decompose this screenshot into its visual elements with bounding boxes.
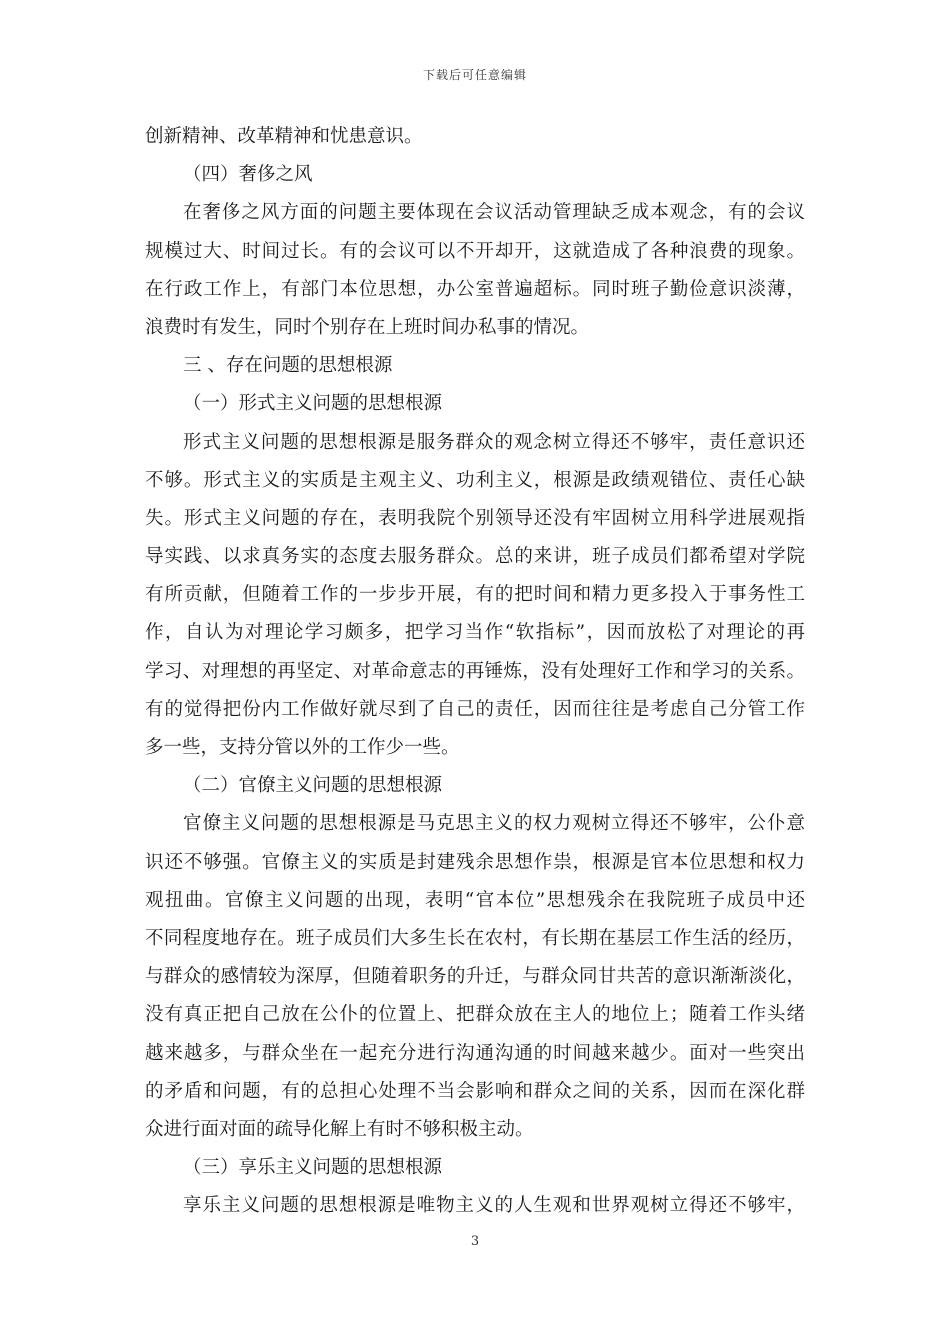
text-line: （三）享乐主义问题的思想根源	[183, 1157, 443, 1179]
text-line: 在奢侈之风方面的问题主要体现在会议活动管理缺乏成本观念，有的会议	[183, 202, 805, 224]
text-line: 有的觉得把份内工作做好就尽到了自己的责任，因而往往是考虑自己分管工作	[145, 698, 805, 720]
text-line: 越来越多，与群众坐在一起充分进行沟通沟通的时间越来越少。面对一些突出	[145, 1042, 805, 1064]
text-line: 失。形式主义问题的存在，表明我院个别领导还没有牢固树立用科学进展观指	[145, 507, 805, 529]
page-header: 下载后可任意编辑	[422, 68, 527, 82]
text-line: 与群众的感情较为深厚，但随着职务的升迁，与群众同甘共苦的意识渐渐淡化，	[145, 966, 805, 988]
text-line: 不同程度地存在。班子成员们大多生长在农村，有长期在基层工作生活的经历，	[145, 927, 805, 949]
text-line: 识还不够强。官僚主义的实质是封建残余思想作祟，根源是官本位思想和权力	[145, 851, 805, 873]
page-number: 3	[470, 1234, 480, 1249]
text-line: 的矛盾和问题，有的总担心处理不当会影响和群众之间的关系，因而在深化群	[145, 1080, 805, 1102]
text-line: 导实践、以求真务实的态度去服务群众。总的来讲，班子成员们都希望对学院	[145, 546, 805, 568]
text-line: 浪费时有发生，同时个别存在上班时间办私事的情况。	[145, 316, 590, 338]
text-line: 众进行面对面的疏导化解上有时不够积极主动。	[145, 1118, 534, 1140]
text-line: 观扭曲。官僚主义问题的出现，表明“官本位”思想残余在我院班子成员中还	[145, 889, 805, 911]
text-line: 有所贡献，但随着工作的一步步开展，有的把时间和精力更多投入于事务性工	[145, 584, 805, 606]
text-line: 多一些，支持分管以外的工作少一些。	[145, 737, 460, 758]
text-line: 学习、对理想的再坚定、对革命意志的再锤炼，没有处理好工作和学习的关系。	[145, 660, 805, 682]
text-line: 三 、存在问题的思想根源	[183, 355, 393, 377]
text-line: （二）官僚主义问题的思想根源	[183, 775, 443, 797]
text-line: （四）奢侈之风	[183, 164, 313, 186]
text-line: 规模过大、时间过长。有的会议可以不开却开，这就造成了各种浪费的现象。	[145, 240, 805, 262]
text-line: 没有真正把自己放在公仆的位置上、把群众放在主人的地位上；随着工作头绪	[145, 1004, 805, 1026]
text-line: 作，自认为对理论学习颇多，把学习当作“软指标”，因而放松了对理论的再	[145, 622, 805, 644]
text-line: 享乐主义问题的思想根源是唯物主义的人生观和世界观树立得还不够牢，	[183, 1195, 805, 1217]
document-body	[145, 118, 805, 1225]
text-line: 形式主义问题的思想根源是服务群众的观念树立得还不够牢，责任意识还	[183, 431, 805, 453]
text-line: 官僚主义问题的思想根源是马克思主义的权力观树立得还不够牢，公仆意	[183, 813, 805, 835]
text-line: （一）形式主义问题的思想根源	[183, 393, 443, 415]
text-line: 在行政工作上，有部门本位思想，办公室普遍超标。同时班子勤俭意识淡薄，	[145, 278, 805, 300]
text-line: 创新精神、改革精神和忧患意识。	[145, 126, 423, 147]
text-line: 不够。形式主义的实质是主观主义、功利主义，根源是政绩观错位、责任心缺	[145, 469, 805, 491]
